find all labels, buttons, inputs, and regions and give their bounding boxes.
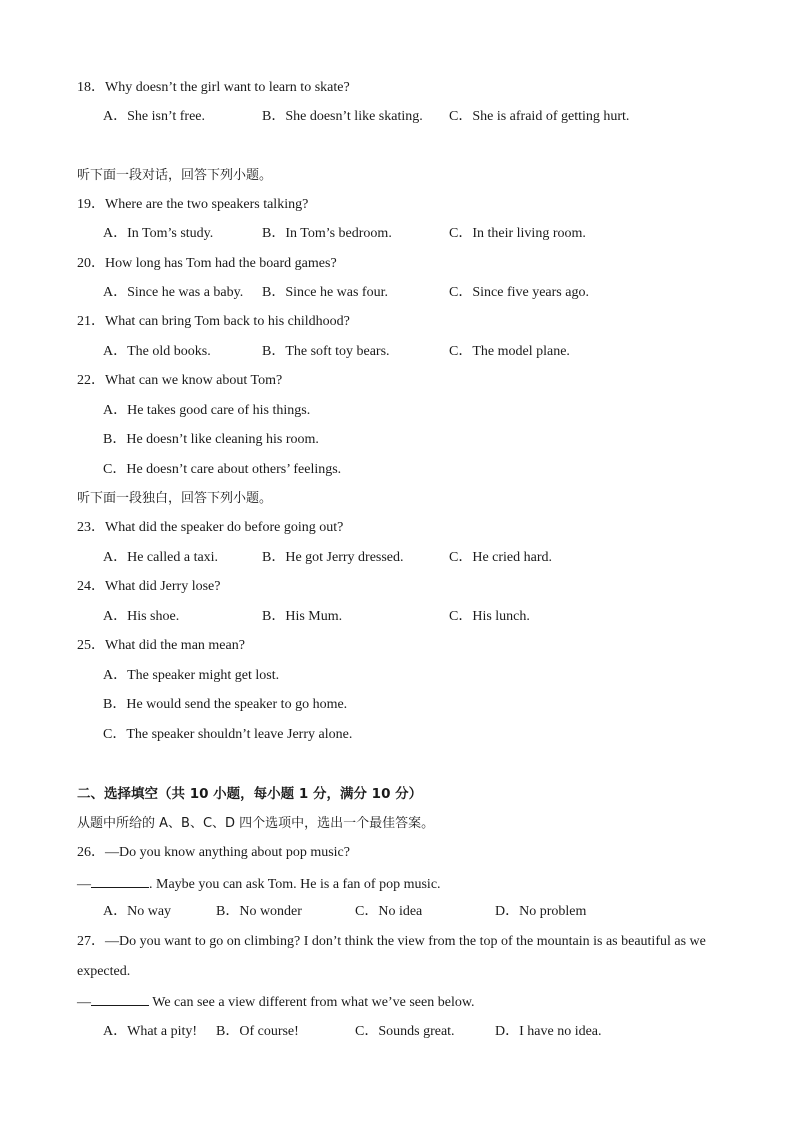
q19-option-a: A．In Tom’s study. [103,226,214,241]
q20-question: 20．How long has Tom had the board games? [77,256,337,271]
q23-option-b: B．He got Jerry dressed. [262,550,404,565]
q25-option-c: C．The speaker shouldn’t leave Jerry alone. [103,727,353,742]
q22-option-c: C．He doesn’t care about others’ feelings. [103,462,342,477]
q20-option-b: B．Since he was four. [262,285,388,300]
q26-question: 26．—Do you know anything about pop music? [77,845,350,860]
q26-option-a: A．No way [103,904,172,919]
q26-option-b: B．No wonder [216,904,302,919]
q26-dash: — [77,877,91,892]
q22-option-a: A．He takes good care of his things. [103,403,311,418]
q21-option-b: B．The soft toy bears. [262,344,390,359]
q19-question: 19．Where are the two speakers talking? [77,197,309,212]
q27-option-d: D．I have no idea. [495,1024,602,1039]
q27-option-c: C．Sounds great. [355,1024,455,1039]
q27-option-a: A．What a pity! [103,1024,198,1039]
q26-reply-text: . Maybe you can ask Tom. He is a fan of pop music. [149,877,441,892]
q25-option-b: B．He would send the speaker to go home. [103,697,348,712]
q23-option-a: A．He called a taxi. [103,550,219,565]
q21-option-a: A．The old books. [103,344,211,359]
q27-question-continued: expected. [77,964,131,979]
q27-answer-blank [91,992,149,1006]
q25-question: 25．What did the man mean? [77,638,245,653]
q21-question: 21．What can bring Tom back to his childhood? [77,314,350,329]
q27-reply [77,992,475,1012]
q23-option-c: C．He cried hard. [449,550,553,565]
q18-option-a: A．She isn’t free. [103,109,205,124]
q18-option-c: C．She is afraid of getting hurt. [449,109,630,124]
q24-option-b: B．His Mum. [262,609,343,624]
q22-option-b: B．He doesn’t like cleaning his room. [103,432,319,447]
q26-option-d: D．No problem [495,904,587,919]
q21-option-c: C．The model plane. [449,344,570,359]
q22-question: 22．What can we know about Tom? [77,373,283,388]
q27-reply-text: We can see a view different from what we’ve seen below. [149,995,475,1010]
monologue-instruction: 听下面一段独白，回答下列小题。 [77,491,273,506]
q27-question: 27．—Do you want to go on climbing? I don’t think the view from the top of the mountain is as beautiful as we [77,934,706,949]
dialogue-instruction: 听下面一段对话，回答下列小题。 [77,168,273,183]
q23-question: 23．What did the speaker do before going out? [77,520,344,535]
q26-reply [77,874,441,894]
q25-option-a: A．The speaker might get lost. [103,668,280,683]
q20-option-c: C．Since five years ago. [449,285,589,300]
q24-option-a: A．His shoe. [103,609,180,624]
q26-option-c: C．No idea [355,904,423,919]
q18-question: 18．Why doesn’t the girl want to learn to skate? [77,80,350,95]
q24-option-c: C．His lunch. [449,609,530,624]
q19-option-b: B．In Tom’s bedroom. [262,226,392,241]
q26-answer-blank [91,874,149,888]
q19-option-c: C．In their living room. [449,226,586,241]
section-instruction: 从题中所给的 A、B、C、D 四个选项中，选出一个最佳答案。 [77,816,435,831]
q27-option-b: B．Of course! [216,1024,299,1039]
q24-question: 24．What did Jerry lose? [77,579,221,594]
q20-option-a: A．Since he was a baby. [103,285,244,300]
q18-option-b: B．She doesn’t like skating. [262,109,423,124]
q27-dash: — [77,995,91,1010]
section-heading: 二、选择填空（共 10 小题，每小题 1 分，满分 10 分） [77,786,423,802]
